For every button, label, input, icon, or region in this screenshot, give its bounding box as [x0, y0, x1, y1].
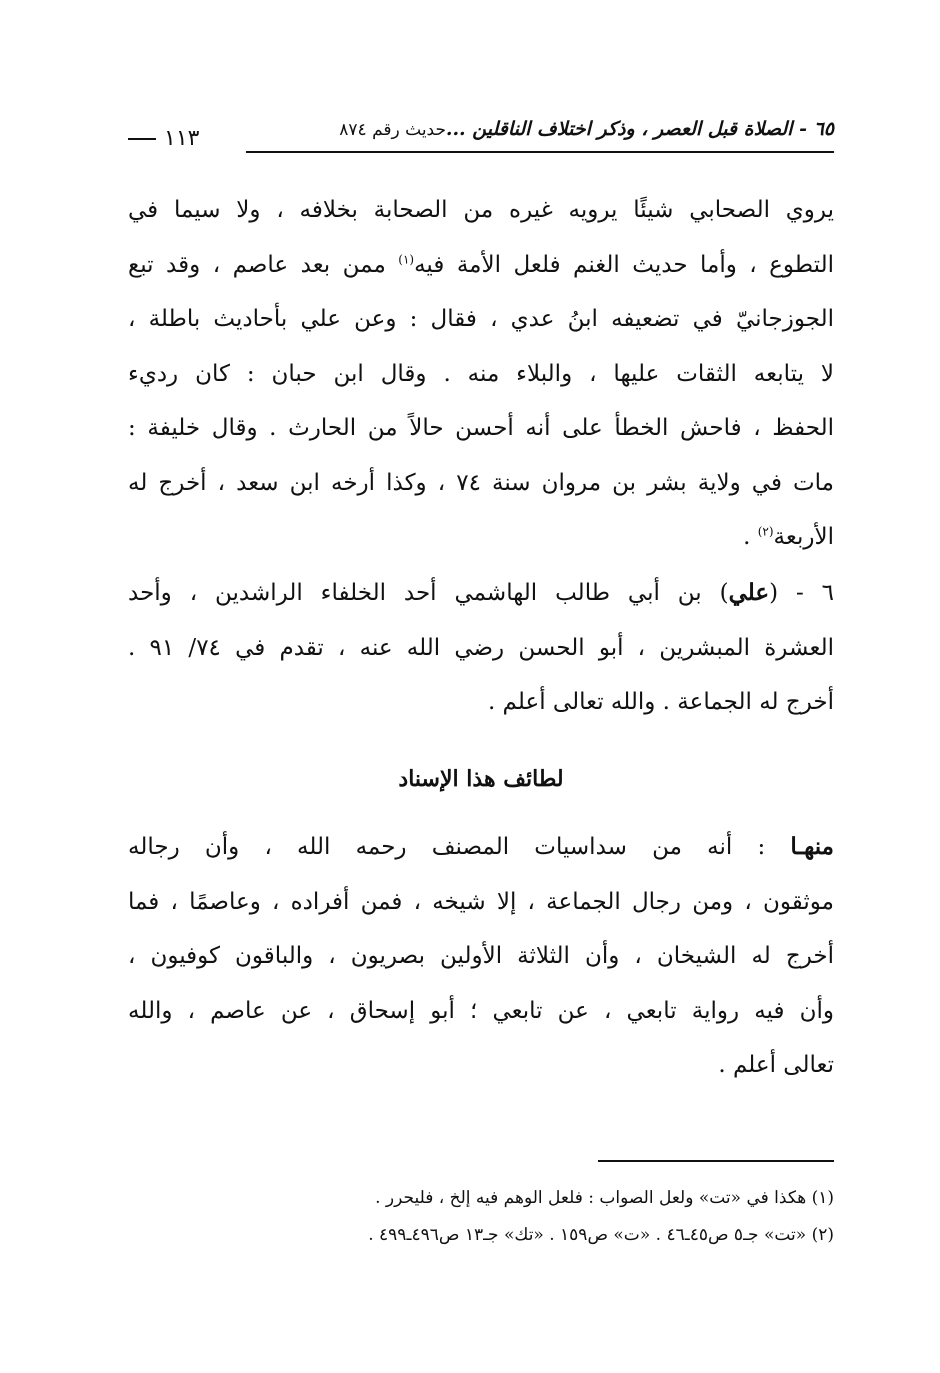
footnote-marker: (١)	[398, 251, 415, 266]
text-line: الحفظ ، فاحش الخطأ على أنه أحسن حالاً من الحارث . وقال خليفة :	[128, 415, 834, 441]
text-line: مات في ولاية بشر بن مروان سنة ٧٤ ، وكذا أرخه ابن سعد ، أخرج له	[128, 469, 834, 496]
footnote-1: (١) هكذا في «تت» ولعل الصواب : فلعل الوهم فيه إلخ ، فليحرر .	[375, 1188, 834, 1208]
text-span: : أنه من سداسيات المصنف رحمه الله ، وأن رجاله	[128, 834, 791, 860]
text-span: ممن بعد عاصم ، وقد تبع	[128, 251, 386, 278]
text-line: موثقون ، ومن رجال الجماعة ، إلا شيخه ، فمن أفراده ، وعاصمًا ، فما	[128, 888, 834, 915]
page-number-block	[128, 126, 199, 151]
chapter-title: ٦٥ - الصلاة قبل العصر ، وذكر اختلاف الناقلين ...	[445, 118, 834, 140]
text-line: وأن فيه رواية تابعي ، عن تابعي ؛ أبو إسحاق ، عن عاصم ، والله	[128, 997, 834, 1024]
page-number-dash	[128, 138, 156, 140]
footnotes	[200, 1180, 834, 1254]
footnote-2: (٢) «تت» جـ٥ ص٤٥ـ٤٦ . «ت» ص١٥٩ . «تك» جـ١٣ ص٤٩٦ـ٤٩٩ .	[368, 1225, 834, 1245]
footnote-marker: (٢)	[757, 524, 774, 539]
text-line	[128, 820, 834, 875]
header-rule	[246, 151, 834, 153]
section-heading: لطائف هذا الإسناد	[398, 766, 564, 792]
narrator-name: علي	[728, 579, 770, 606]
paragraph-1	[128, 183, 834, 565]
text-line: أخرج له الشيخان ، وأن الثلاثة الأولين بصريون ، والباقون كوفيون ،	[128, 943, 835, 969]
text-line	[128, 510, 834, 565]
page-number: ١١٣	[164, 126, 200, 151]
footnote-rule	[598, 1160, 834, 1162]
text-span: الأربعة	[773, 524, 834, 550]
entry-number: ٦ - (	[769, 580, 835, 606]
text-span: بن أبي طالب الهاشمي أحد الخلفاء الراشدين ، وأحد	[128, 580, 720, 606]
text-line: الجوزجانيّ في تضعيفه ابنُ عدي ، فقال : وعن علي بأحاديث باطلة ،	[128, 306, 834, 332]
hadith-reference: حديث رقم ٨٧٤	[339, 120, 446, 140]
text-line: العشرة المبشرين ، أبو الحسن رضي الله عنه ، تقدم في ٧٤/ ٩١ .	[128, 634, 835, 661]
text-line: أخرج له الجماعة . والله تعالى أعلم .	[487, 689, 834, 715]
lead-word: منهـا	[790, 833, 834, 860]
text-line	[128, 238, 834, 293]
paragraph-3	[128, 820, 834, 1093]
text-line: لا يتابعه الثقات عليها ، والبلاء منه . وقال ابن حبان : كان رديء	[128, 360, 834, 387]
paragraph-2	[128, 566, 834, 730]
running-header	[128, 118, 834, 152]
text-line: يروي الصحابي شيئًا يرويه غيره من الصحابة بخلافه ، ولا سيما في	[128, 197, 834, 223]
text-line	[128, 566, 834, 621]
text-line: تعالى أعلم .	[718, 1052, 834, 1078]
text-span: التطوع ، وأما حديث الغنم فلعل الأمة فيه	[414, 251, 834, 278]
entry-number-close: )	[719, 580, 729, 606]
text-span: .	[743, 524, 758, 550]
